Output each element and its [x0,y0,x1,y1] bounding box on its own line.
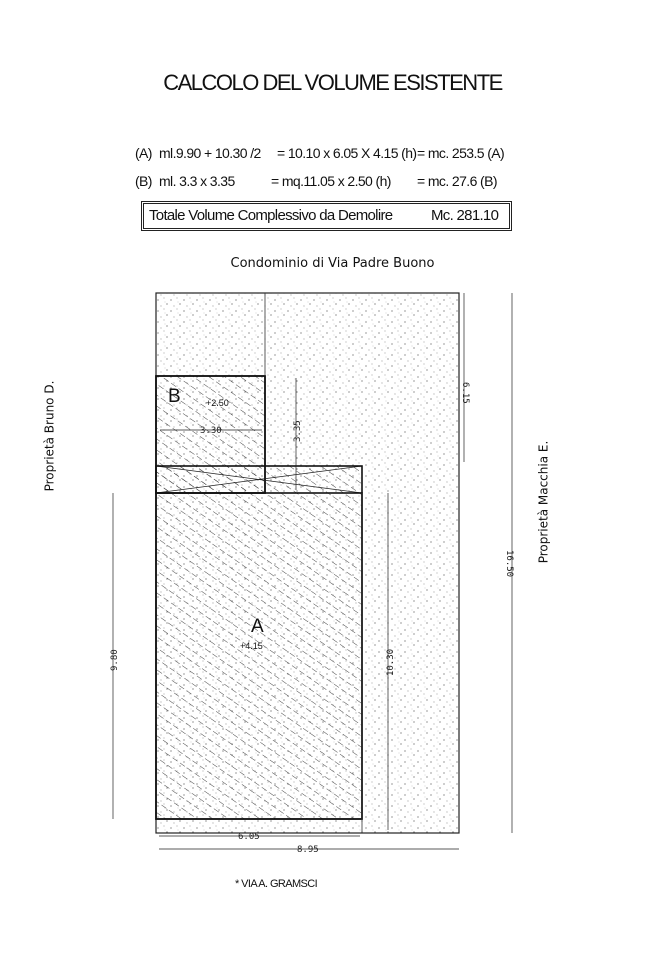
block-a-label: A [251,616,264,637]
dim-total-width: 8.95 [297,845,319,855]
calc-label: (B) [135,173,152,189]
dim-b-depth: 3.35 [293,420,303,442]
dim-a-width: 6.05 [238,832,260,842]
east-neighbor-label: Proprietà Macchia E. [536,440,551,564]
calc-product: = 10.10 x 6.05 X 4.15 (h) [277,145,417,161]
dim-b-width: 3.30 [200,426,222,436]
dim-total-depth: 16.50 [504,550,514,578]
south-street-label: * VIA A. GRAMSCI [235,878,318,890]
calc-label: (A) [135,145,152,161]
block-b-label: B [168,386,181,407]
total-label: Totale Volume Complessivo da Demolire [149,207,393,224]
total-value: Mc. 281.10 [431,207,499,224]
page-title: CALCOLO DEL VOLUME ESISTENTE [163,70,502,95]
block-a-height: +4.15 [240,641,263,651]
north-neighbor-label: Condominio di Via Padre Buono [230,256,435,271]
dim-east-upper: 6.15 [460,382,470,404]
dim-a-depth-right: 10.30 [386,648,396,676]
calc-result: = mc. 253.5 (A) [417,145,505,161]
west-neighbor-label: Proprietà Bruno D. [42,380,57,492]
calc-result: = mc. 27.6 (B) [417,173,497,189]
calc-product: = mq.11.05 x 2.50 (h) [271,173,391,189]
calc-formula: ml. 3.3 x 3.35 [159,173,235,189]
dim-a-depth-left: 9.80 [110,649,120,671]
block-b-height: +2.50 [206,398,229,408]
block-a [156,493,362,819]
calc-formula: ml.9.90 + 10.30 /2 [159,145,261,161]
